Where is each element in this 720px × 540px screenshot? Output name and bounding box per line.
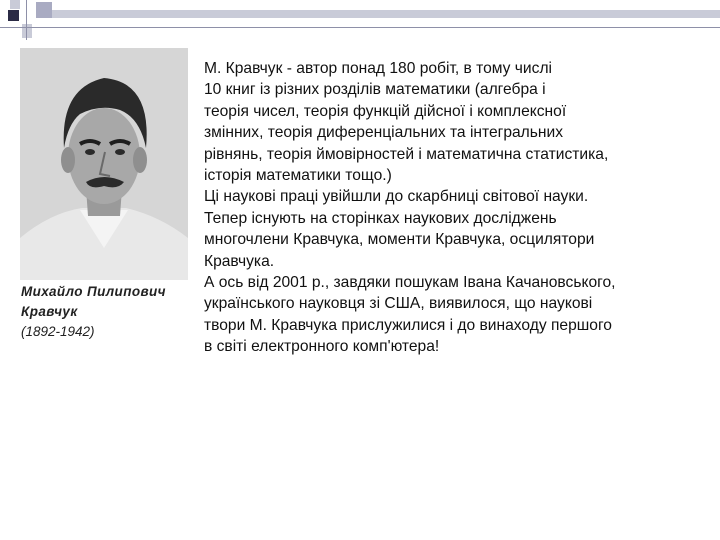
body-text: [204, 58, 704, 358]
portrait-photo: [20, 48, 188, 280]
text-line: А ось від 2001 р., завдяки пошукам Івана Качановського,: [204, 274, 616, 292]
caption-name-line1: Михайло Пилипович: [21, 284, 166, 299]
text-line: твори М. Кравчука прислужилися і до винаходу першого: [204, 316, 612, 334]
decor-square-dark: [8, 10, 19, 21]
text-line: українського науковця зі США, виявилося, що наукові: [204, 295, 593, 313]
text-line: Кравчука.: [204, 252, 275, 270]
text-line: Тепер існують на сторінках наукових досліджень: [204, 209, 557, 227]
decor-horizontal-line: [0, 27, 720, 28]
caption-years: (1892-1942): [21, 324, 95, 339]
decor-vertical-line: [26, 0, 27, 40]
decor-square-mid: [36, 2, 52, 18]
text-line: рівнянь, теорія ймовірностей і математична статистика,: [204, 145, 609, 163]
text-line: історія математики тощо.): [204, 167, 392, 185]
portrait-caption: [21, 282, 196, 342]
header-bar: [52, 10, 720, 18]
text-line: теорія чисел, теорія функцій дійсної і комплексної: [204, 102, 567, 120]
decor-square-light: [10, 0, 20, 9]
text-line: многочлени Кравчука, моменти Кравчука, осцилятори: [204, 231, 595, 249]
portrait-illustration: [20, 48, 188, 280]
caption-name-line2: Кравчук: [21, 304, 78, 319]
text-line: Ці наукові праці увійшли до скарбниці світової науки.: [204, 188, 589, 206]
text-line: 10 книг із різних розділів математики (алгебра і: [204, 81, 546, 99]
text-line: М. Кравчук - автор понад 180 робіт, в тому числі: [204, 60, 553, 77]
text-line: змінних, теорія диференціальних та інтегральних: [204, 124, 564, 142]
text-line: в світі електронного комп'ютера!: [204, 338, 440, 356]
